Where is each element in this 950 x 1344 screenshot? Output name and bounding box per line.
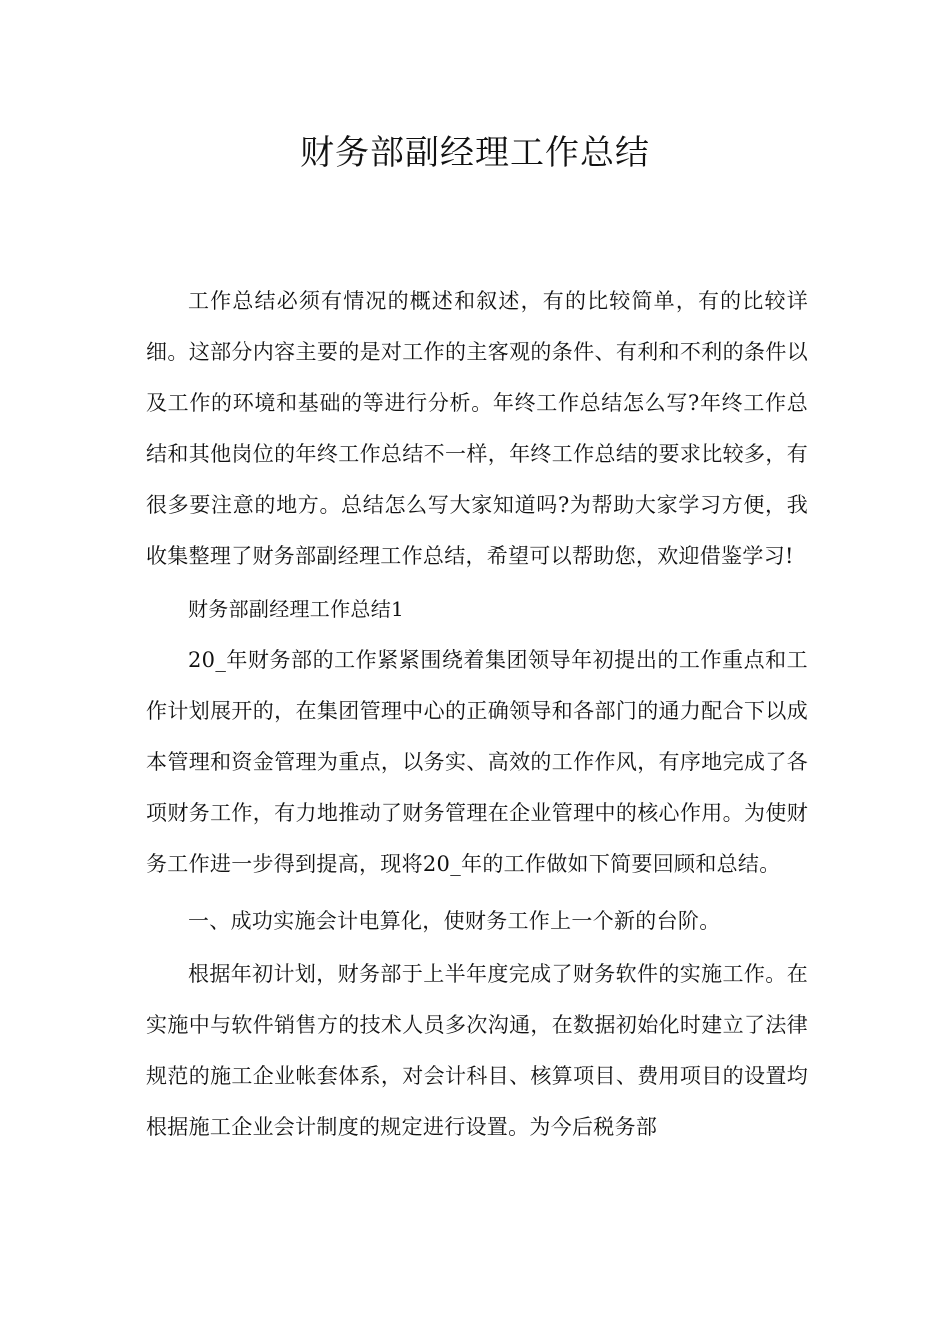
- summary-paragraph: 20_年财务部的工作紧紧围绕着集团领导年初提出的工作重点和工作计划展开的，在集团管理中心的正确领导和各部门的通力配合下以成本管理和资金管理为重点，以务实、高效的工作作风，有序地完成了各项财务工作，有力地推动了财务管理在企业管理中的核心作用。为使财务工作进一步得到提高，现将20_年的工作做如下简要回顾和总结。: [146, 648, 808, 876]
- subsection-heading: 一、成功实施会计电算化，使财务工作上一个新的台阶。: [188, 909, 721, 933]
- document-title: 财务部副经理工作总结: [300, 133, 650, 173]
- detail-paragraph: 根据年初计划，财务部于上半年度完成了财务软件的实施工作。在实施中与软件销售方的技术人员多次沟通，在数据初始化时建立了法律规范的施工企业帐套体系，对会计科目、核算项目、费用项目的设置均根据施工企业会计制度的规定进行设置。为今后税务部: [146, 962, 808, 1139]
- section-heading: 财务部副经理工作总结1: [188, 597, 405, 621]
- document-body: [146, 276, 808, 1155]
- intro-paragraph: 工作总结必须有情况的概述和叙述，有的比较简单，有的比较详细。这部分内容主要的是对工作的主客观的条件、有利和不利的条件以及工作的环境和基础的等进行分析。年终工作总结怎么写?年终工作总结和其他岗位的年终工作总结不一样，年终工作总结的要求比较多，有很多要注意的地方。总结怎么写大家知道吗?为帮助大家学习方便，我收集整理了财务部副经理工作总结，希望可以帮助您，欢迎借鉴学习!: [146, 289, 808, 568]
